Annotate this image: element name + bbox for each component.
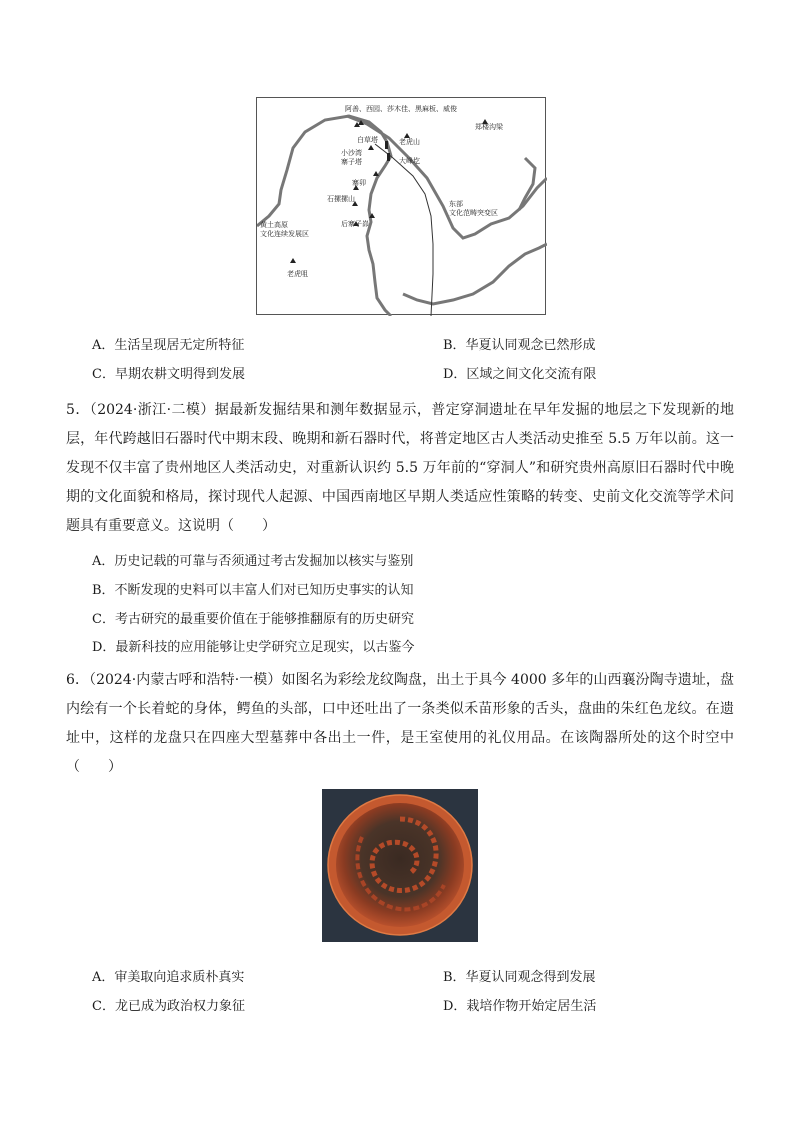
map-label-huangtu-region: 黄土高原 文化连续发展区: [260, 221, 309, 238]
river-south: [403, 244, 547, 304]
q6-option-a: A．审美取向追求质朴真实: [92, 970, 245, 985]
map-label-laohuzui: 老虎咀: [287, 270, 308, 278]
q4-option-b: B．华夏认同观念已然形成: [443, 338, 596, 353]
q5-option-b: B．不断发现的史料可以丰富人们对已知历史事实的认知: [92, 583, 414, 598]
q4-option-d: D．区域之间文化交流有限: [443, 367, 597, 382]
q5-stem: 5．（2024·浙江·二模）据最新发掘结果和测年数据显示，普定穿洞遗址在早年发掘的地层之下发现新的地层，年代跨越旧石器时代中期末段、晚期和新石器时代，将普定地区古人类活动史推至 5.5 万年以前。这一发现不仅丰富了贵州地区人类活动史，对重新认识约 5.5 万年前的“穿洞人”和研究贵州高原旧石器时代中晚期的文化面貌和格局，探讨现代人起源、中国西南地区早期人类适应性策略的转变、史前文化交流等学术问题具有重要意义。这说明（ ）: [66, 402, 734, 534]
map-label-top-sites: 阿善、西园、莎木佳、黑麻板、威俊: [345, 105, 457, 113]
map-label-laohushan: 老虎山: [399, 138, 420, 146]
map-label-houzhaizimao: 后寨子峁: [341, 220, 369, 228]
q5-option-c: C．考古研究的最重要价值在于能够推翻原有的历史研究: [92, 612, 414, 627]
q5-option-a: A．历史记载的可靠与否须通过考古发掘加以核实与鉴别: [92, 554, 414, 569]
plate-graphic: [322, 789, 478, 942]
q4-option-a: A．生活呈现居无定所特征: [92, 338, 245, 353]
map-label-zhaizitai: 寨子塔: [341, 158, 362, 166]
map-label-zhaimao: 寨卯: [352, 179, 366, 187]
dragon-pottery-plate-photo: [322, 789, 478, 942]
map-label-xiaoshagou: 小沙湾: [341, 149, 362, 157]
q5-option-d: D．最新科技的应用能够让史学研究立足现实，以古鉴今: [92, 640, 415, 655]
map-label-dafengshan: 大峰圪: [399, 157, 420, 165]
map-graphic: [257, 98, 547, 316]
map-label-dongbei-region: 东部 文化范畴突变区: [449, 200, 498, 217]
q6-option-d: D．栽培作物开始定居生活: [443, 999, 597, 1014]
site-markers: [290, 119, 488, 263]
map-label-shizhuoshan: 石摞摞山: [327, 195, 355, 203]
q6-option-b: B．华夏认同观念得到发展: [443, 970, 596, 985]
q6-option-c: C．龙已成为政治权力象征: [92, 999, 245, 1014]
map-label-baicaota: 白草塔: [357, 136, 378, 144]
q4-option-c: C．早期农耕文明得到发展: [92, 367, 245, 382]
map-label-zhengjiagou: 郑楼沟梁: [475, 123, 503, 131]
archaeology-site-map: [256, 97, 546, 315]
q6-stem: 6．（2024·内蒙古呼和浩特·一模）如图名为彩绘龙纹陶盘，出土于具今 4000 多年的山西襄汾陶寺遗址，盘内绘有一个长着蛇的身体，鳄鱼的头部，口中还吐出了一条类似禾苗形象的舌头，盘曲的朱红色龙纹。在遗址中，这样的龙盘只在四座大型墓葬中各出土一件，是王室使用的礼仪用品。在该陶器所处的这个时空中（ ）: [66, 672, 734, 775]
